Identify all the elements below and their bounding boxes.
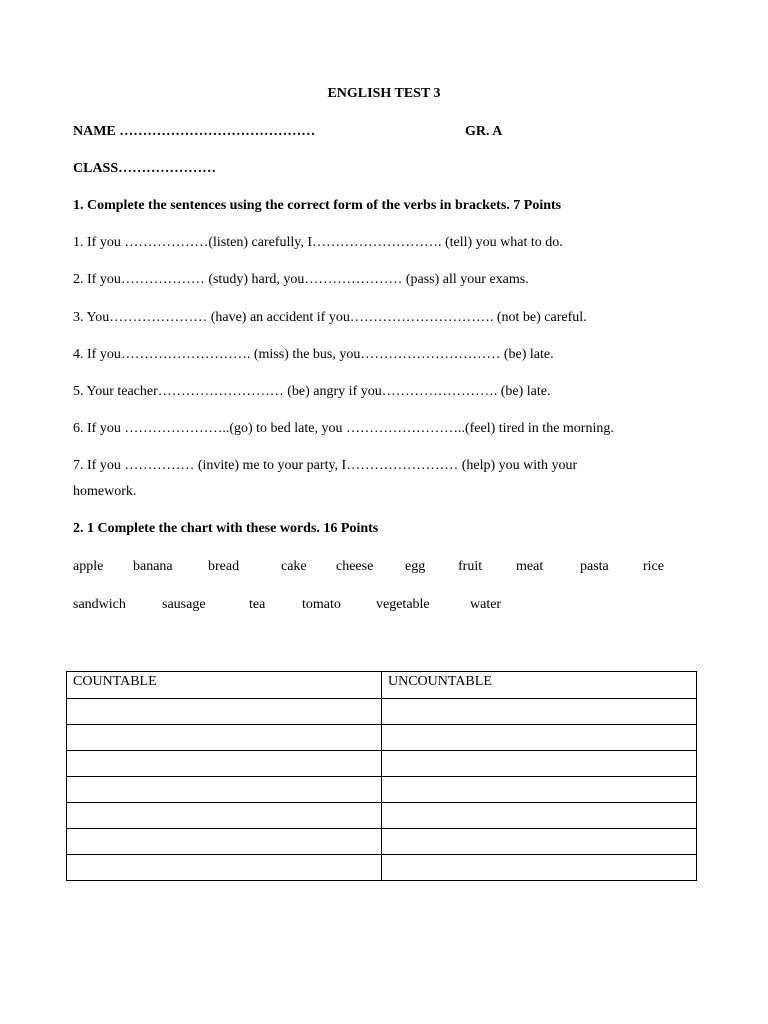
countable-cell[interactable]	[67, 829, 382, 855]
word-item: egg	[405, 559, 426, 574]
word-item: fruit	[458, 559, 483, 574]
word-item: water	[470, 597, 502, 612]
countable-cell[interactable]	[67, 699, 382, 725]
word-item: sandwich	[73, 597, 126, 612]
exercise-item-2: 2. If you……………… (study) hard, you………………… (pass) all your exams.	[73, 272, 529, 287]
word-item: pasta	[580, 559, 609, 574]
exercise-item-1: 1. If you ………………(listen) carefully, I………………………. (tell) you what to do.	[73, 235, 563, 250]
countable-cell[interactable]	[67, 803, 382, 829]
uncountable-cell[interactable]	[382, 699, 697, 725]
section1-heading: 1. Complete the sentences using the correct form of the verbs in brackets. 7 Points	[73, 198, 562, 213]
uncountable-column-header: UNCOUNTABLE	[382, 672, 697, 699]
uncountable-cell[interactable]	[382, 855, 697, 881]
word-item: rice	[643, 559, 664, 574]
word-item: meat	[516, 559, 544, 574]
uncountable-cell[interactable]	[382, 803, 697, 829]
exercise-item-7-continued: homework.	[73, 484, 137, 499]
countable-cell[interactable]	[67, 777, 382, 803]
word-bank-row-2	[73, 597, 673, 617]
name-label: NAME ……………………………………	[73, 124, 316, 139]
word-item: banana	[133, 559, 173, 574]
chart-row	[67, 803, 697, 829]
word-item: tomato	[302, 597, 341, 612]
uncountable-cell[interactable]	[382, 751, 697, 777]
countable-column-header: COUNTABLE	[67, 672, 382, 699]
word-bank-row-1	[73, 559, 673, 579]
chart-header-row	[67, 672, 697, 699]
class-label: CLASS…………………	[73, 161, 217, 176]
uncountable-cell[interactable]	[382, 777, 697, 803]
exercise-item-5: 5. Your teacher……………………… (be) angry if you……………………. (be) late.	[73, 384, 551, 399]
chart-row	[67, 829, 697, 855]
chart-row	[67, 777, 697, 803]
countable-cell[interactable]	[67, 725, 382, 751]
countable-uncountable-chart	[66, 671, 697, 881]
page-title: ENGLISH TEST 3	[327, 86, 441, 101]
chart-row	[67, 699, 697, 725]
uncountable-cell[interactable]	[382, 829, 697, 855]
countable-cell[interactable]	[67, 751, 382, 777]
word-item: apple	[73, 559, 104, 574]
exercise-item-4: 4. If you………………………. (miss) the bus, you………………………… (be) late.	[73, 347, 554, 362]
exercise-item-6: 6. If you …………………..(go) to bed late, you ……………………..(feel) tired in the morning.	[73, 421, 614, 436]
chart-row	[67, 725, 697, 751]
word-item: vegetable	[376, 597, 430, 612]
section2-heading: 2. 1 Complete the chart with these words. 16 Points	[73, 521, 379, 536]
word-item: tea	[249, 597, 266, 612]
word-item: cake	[281, 559, 307, 574]
exercise-item-3: 3. You………………… (have) an accident if you…………………………. (not be) careful.	[73, 310, 587, 325]
group-label: GR. A	[465, 124, 503, 139]
word-item: cheese	[336, 559, 374, 574]
uncountable-cell[interactable]	[382, 725, 697, 751]
chart-row	[67, 855, 697, 881]
chart-row	[67, 751, 697, 777]
exercise-item-7: 7. If you …………… (invite) me to your party, I…………………… (help) you with your	[73, 458, 578, 473]
countable-cell[interactable]	[67, 855, 382, 881]
word-item: sausage	[162, 597, 206, 612]
word-item: bread	[208, 559, 240, 574]
